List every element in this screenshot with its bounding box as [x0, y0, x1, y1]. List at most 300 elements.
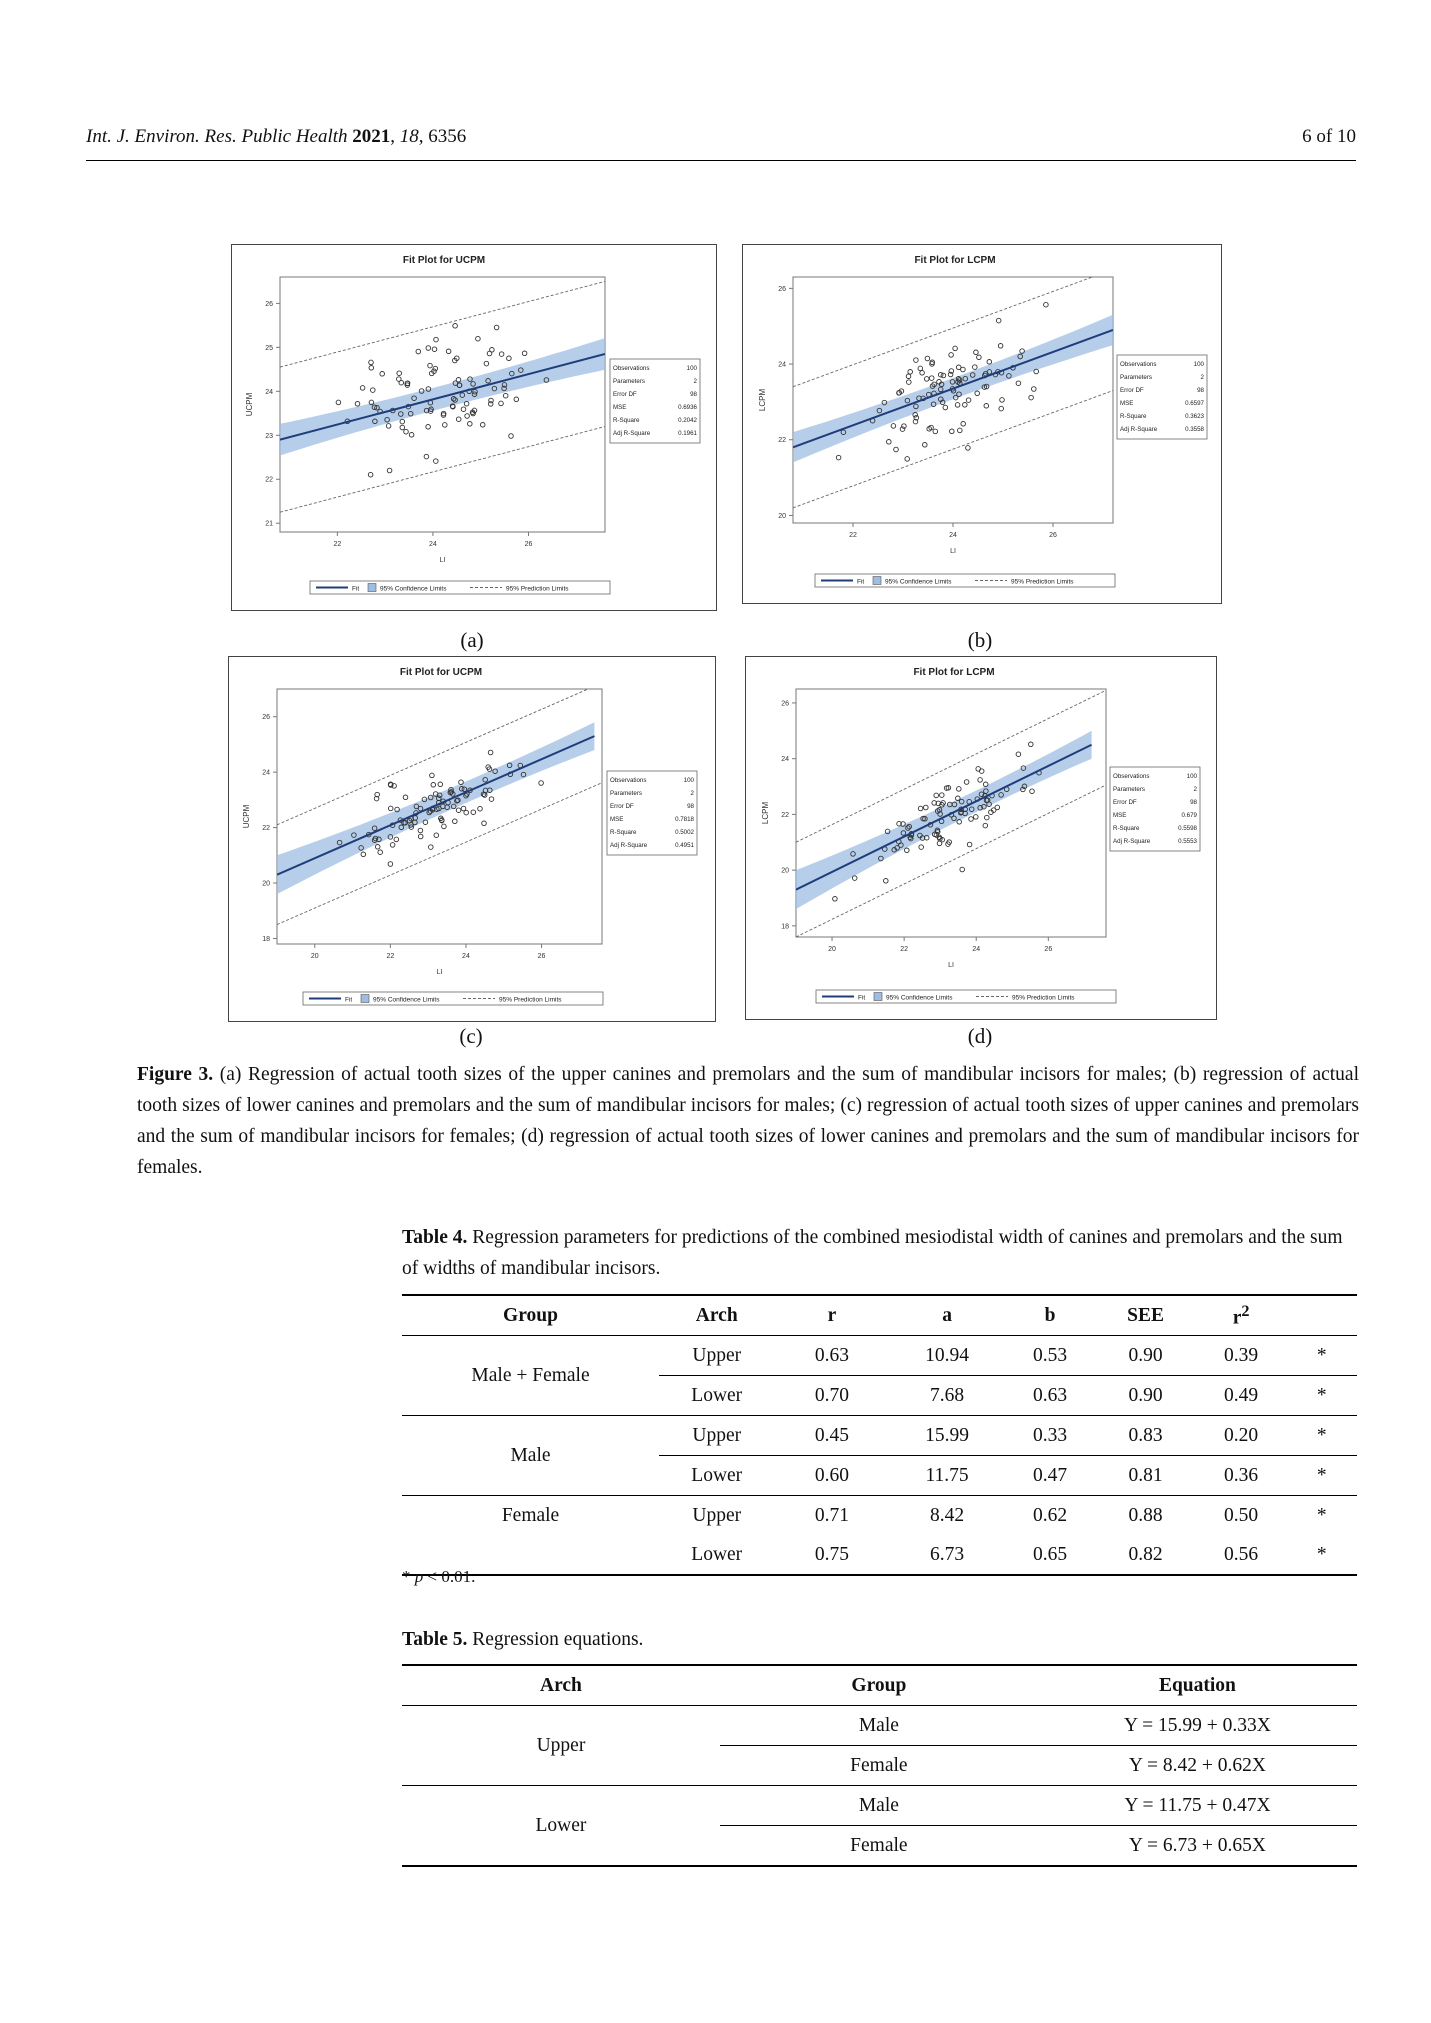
data-point: [400, 425, 405, 430]
table5-col-arch: Arch: [402, 1665, 720, 1706]
data-point: [355, 402, 360, 407]
stat-name: Parameters: [613, 378, 645, 385]
table4-r-cell: 0.63: [814, 1344, 850, 1366]
stat-value: 0.4951: [675, 842, 694, 849]
table4-see-cell: 0.90: [1128, 1344, 1163, 1366]
data-point: [499, 401, 504, 406]
stat-name: R-Square: [610, 829, 637, 836]
data-point: [514, 397, 519, 402]
data-point: [446, 349, 451, 354]
y-axis-label: LCPM: [758, 388, 767, 412]
stat-name: Error DF: [610, 803, 634, 810]
data-point: [934, 793, 939, 798]
confidence-band: [277, 722, 594, 894]
y-tick-label: 24: [781, 756, 789, 764]
table4-sig-cell: *: [1286, 1376, 1357, 1416]
legend-band-swatch: [873, 577, 881, 585]
plot-content: [280, 281, 605, 512]
x-tick-label: 22: [333, 541, 342, 548]
data-point: [429, 845, 434, 850]
stat-value: 100: [1186, 773, 1197, 780]
data-point: [974, 815, 979, 820]
data-point: [380, 372, 385, 377]
data-point: [949, 353, 954, 358]
data-point: [424, 454, 429, 459]
stat-value: 0.679: [1181, 812, 1197, 819]
data-point: [416, 349, 421, 354]
table4-caption: [402, 1222, 1357, 1284]
table5-col-group: Group: [720, 1665, 1038, 1706]
journal-article: 6356: [428, 126, 467, 147]
data-point: [894, 447, 899, 452]
table4-b-cell: 0.53: [1032, 1344, 1068, 1366]
data-point: [983, 823, 988, 828]
data-point: [987, 360, 992, 365]
table-row: [402, 1336, 1357, 1376]
data-point: [920, 371, 925, 376]
table4-a-cell: 10.94: [925, 1344, 970, 1366]
table4-group-cell: Female: [402, 1496, 659, 1536]
table4-arch-cell: Upper: [659, 1496, 774, 1536]
stat-value: 100: [686, 365, 697, 372]
table4-col-see: SEE: [1095, 1295, 1195, 1336]
table5-equation-cell: Y = 11.75 + 0.47X: [1038, 1786, 1357, 1826]
data-point: [418, 834, 423, 839]
data-point: [375, 845, 380, 850]
y-tick-label: 26: [265, 300, 273, 308]
data-point: [833, 897, 838, 902]
data-point: [906, 374, 911, 379]
stat-name: Parameters: [1113, 786, 1145, 793]
data-point: [999, 406, 1004, 411]
y-tick-label: 26: [778, 285, 786, 293]
legend-confidence-label: 95% Confidence Limits: [886, 994, 953, 1002]
y-axis-label: UCPM: [242, 804, 251, 829]
data-point: [1016, 752, 1021, 757]
table4-see-cell: 0.81: [1095, 1456, 1195, 1496]
data-point: [953, 346, 958, 351]
y-tick-label: 18: [262, 935, 270, 943]
data-point: [950, 429, 955, 434]
data-point: [967, 842, 972, 847]
y-tick-label: 25: [265, 344, 273, 352]
data-point: [476, 336, 481, 341]
x-tick-label: 24: [972, 946, 981, 953]
table-row: [402, 1706, 1357, 1746]
table5-arch-cell: Upper: [536, 1734, 586, 1756]
table4-a-cell: 11.75: [889, 1456, 1004, 1496]
table5-group-cell: Male: [858, 1714, 899, 1736]
data-point: [434, 833, 439, 838]
legend-fit-label: Fit: [858, 994, 866, 1002]
stat-value: 0.5598: [1178, 825, 1197, 832]
table4-r-cell: 0.75: [814, 1543, 850, 1565]
table5-group-cell: Female: [720, 1826, 1038, 1867]
stat-name: Error DF: [1113, 799, 1137, 806]
stat-value: 2: [693, 378, 697, 385]
x-axis-label: LI: [436, 969, 443, 976]
stat-name: MSE: [1120, 400, 1134, 407]
y-tick-label: 26: [262, 714, 270, 722]
y-tick-label: 20: [781, 867, 789, 875]
plot-title: Fit Plot for UCPM: [402, 255, 486, 266]
data-point: [960, 867, 965, 872]
stat-name: Adj R-Square: [1120, 426, 1158, 433]
table-row: [402, 1535, 1357, 1575]
y-tick-label: 24: [262, 769, 270, 777]
data-point: [456, 417, 461, 422]
legend-band-swatch: [368, 584, 376, 592]
data-point: [940, 793, 945, 798]
data-point: [426, 346, 431, 351]
table4-label: Table 4.: [402, 1227, 468, 1248]
data-point: [489, 797, 494, 802]
stat-value: 98: [1190, 799, 1197, 806]
stat-name: MSE: [613, 404, 627, 411]
table5-equation-cell: Y = 15.99 + 0.33X: [1123, 1714, 1271, 1736]
table4-r2-cell: 0.20: [1196, 1416, 1287, 1456]
table4-r-cell: 0.70: [774, 1376, 889, 1416]
page-header: [86, 120, 1356, 161]
data-point: [397, 371, 402, 376]
data-point: [478, 806, 483, 811]
y-tick-label: 18: [781, 923, 789, 931]
data-point: [336, 400, 341, 405]
x-tick-label: 20: [310, 953, 319, 960]
x-tick-label: 24: [949, 532, 957, 539]
x-tick-label: 26: [1049, 532, 1057, 539]
data-point: [539, 781, 544, 786]
data-point: [919, 845, 924, 850]
legend-fit-label: Fit: [345, 996, 353, 1004]
data-point: [434, 459, 439, 464]
data-point: [958, 428, 963, 433]
table4-a-cell: 8.42: [889, 1496, 1004, 1536]
x-tick-label: 24: [429, 541, 437, 548]
legend-prediction-label: 95% Prediction Limits: [1011, 578, 1074, 586]
plot-c-svg: [229, 657, 715, 1021]
plot-content: [793, 269, 1113, 507]
fit-line: [277, 736, 594, 875]
x-tick-label: 20: [828, 946, 836, 953]
fit-line: [280, 354, 605, 440]
data-point: [998, 344, 1003, 349]
data-point: [905, 457, 910, 462]
stat-name: Parameters: [1120, 374, 1152, 381]
table4-col-r2: $r^2$: [1196, 1295, 1287, 1336]
x-tick-label: 22: [900, 946, 909, 953]
data-point: [938, 372, 943, 377]
legend-prediction-label: 95% Prediction Limits: [499, 996, 562, 1004]
data-point: [464, 401, 469, 406]
y-tick-label: 24: [265, 388, 273, 396]
plot-legend: [310, 581, 610, 594]
x-tick-label: 22: [849, 532, 857, 539]
table4-col-sig: [1286, 1295, 1357, 1336]
journal-volume: 18: [399, 126, 419, 147]
stat-value: 0.6597: [1185, 400, 1204, 407]
plot-panel-b: [742, 244, 1222, 604]
data-point: [403, 795, 408, 800]
y-tick-label: 22: [778, 437, 786, 445]
data-point: [480, 423, 485, 428]
data-point: [507, 356, 512, 361]
data-point: [487, 351, 492, 356]
legend-confidence-label: 95% Confidence Limits: [885, 578, 952, 586]
data-point: [438, 782, 443, 787]
y-tick-label: 22: [265, 476, 273, 484]
data-point: [1016, 381, 1021, 386]
stat-value: 0.6936: [678, 404, 697, 411]
table5-caption-text: Regression equations.: [467, 1629, 644, 1650]
data-point: [984, 404, 989, 409]
legend-fit-label: Fit: [352, 585, 360, 593]
plot-title: Fit Plot for LCPM: [914, 255, 996, 266]
plot-panel-d: [745, 656, 1217, 1020]
stats-box: [1110, 767, 1200, 851]
table4: [402, 1294, 1357, 1576]
data-point: [522, 351, 527, 356]
data-point: [394, 837, 399, 842]
data-point: [1044, 302, 1049, 307]
page-number: 6 of 10: [1302, 126, 1356, 147]
stat-name: R-Square: [613, 417, 640, 424]
data-point: [430, 773, 435, 778]
plot-legend: [303, 992, 603, 1005]
data-point: [924, 377, 929, 382]
table5-arch-cell: Lower: [402, 1786, 720, 1867]
table4-col-b: b: [1005, 1295, 1096, 1336]
data-point: [432, 347, 437, 352]
figure-caption: [137, 1059, 1359, 1183]
table4-arch-cell: Lower: [691, 1543, 743, 1565]
data-point: [503, 393, 508, 398]
data-point: [918, 366, 923, 371]
data-point: [369, 360, 374, 365]
table4-sig-cell: *: [1286, 1416, 1357, 1456]
plot-legend: [816, 990, 1116, 1003]
data-point: [488, 750, 493, 755]
stat-value: 0.3558: [1185, 426, 1204, 433]
data-point: [976, 767, 981, 772]
table4-a-cell: 6.73: [930, 1543, 965, 1565]
plot-title: Fit Plot for UCPM: [399, 667, 483, 678]
plot-legend: [815, 574, 1115, 587]
plot-panel-a: [231, 244, 717, 611]
data-point: [995, 805, 1000, 810]
data-point: [852, 876, 857, 881]
table4-arch-cell: Upper: [659, 1416, 774, 1456]
data-point: [957, 787, 962, 792]
legend-prediction-label: 95% Prediction Limits: [1012, 994, 1075, 1002]
table4-a-cell: 7.68: [889, 1376, 1004, 1416]
stat-name: MSE: [610, 816, 624, 823]
table4-sig-cell: *: [1286, 1456, 1357, 1496]
data-point: [929, 376, 934, 381]
data-point: [388, 806, 393, 811]
subfigure-label-d: (d): [967, 1024, 993, 1048]
data-point: [456, 808, 461, 813]
data-point: [836, 455, 841, 460]
stat-value: 98: [687, 803, 694, 810]
table4-r2-cell: 0.49: [1196, 1376, 1287, 1416]
legend-prediction-label: 95% Prediction Limits: [506, 585, 569, 593]
subfigure-label-b: (b): [967, 628, 993, 652]
data-point: [1032, 387, 1037, 392]
stat-name: Observations: [1113, 773, 1150, 780]
stats-box: [607, 771, 697, 855]
plot-area: [793, 277, 1113, 523]
table4-see-cell: 0.90: [1095, 1376, 1195, 1416]
figure-caption-text: (a) Regression of actual tooth sizes of the upper canines and premolars and the sum of mandibular incisors for males; (b) regression of actual tooth sizes of lower canines and premolars and the sum of mandibular incisors for males; (c) regression of actual tooth sizes of upper canines and premolars and the sum of mandibular incisors for females; (d) regression of actual tooth sizes of lower canines and premolars and the sum of mandibular incisors for females.: [137, 1064, 1359, 1178]
x-tick-label: 26: [524, 541, 533, 548]
stat-name: Observations: [1120, 361, 1157, 368]
stat-value: 2: [1200, 374, 1204, 381]
table4-group-cell: Male + Female: [471, 1364, 590, 1386]
stat-name: Adj R-Square: [1113, 838, 1151, 845]
legend-band-swatch: [874, 993, 882, 1001]
stat-value: 0.5002: [675, 829, 694, 836]
stat-value: 0.5553: [1178, 838, 1197, 845]
stat-name: R-Square: [1120, 413, 1147, 420]
data-point: [428, 363, 433, 368]
plot-b-svg: [743, 245, 1221, 603]
legend-fit-label: Fit: [857, 578, 865, 586]
table5-equation-cell: Y = 8.42 + 0.62X: [1038, 1746, 1357, 1786]
table4-r2-cell: 0.36: [1196, 1456, 1287, 1496]
journal-citation: Int. J. Environ. Res. Public Health 2021, 18, 6356: [86, 126, 467, 147]
data-point: [453, 324, 458, 329]
y-tick-label: 22: [781, 811, 789, 819]
data-point: [360, 386, 365, 391]
y-tick-label: 20: [778, 512, 786, 520]
fit-line: [796, 745, 1092, 890]
data-point: [361, 852, 366, 857]
data-point: [908, 370, 913, 375]
data-point: [961, 422, 966, 427]
table5-group-cell: Male: [720, 1786, 1038, 1826]
stat-name: Adj R-Square: [610, 842, 648, 849]
data-point: [468, 422, 473, 427]
table4-caption-text: Regression parameters for predictions of the combined mesiodistal width of canines and premolars and the sum of widths of mandibular incisors.: [402, 1227, 1343, 1279]
journal-name: Int. J. Environ. Res. Public Health: [86, 126, 348, 147]
table4-col-a: a: [889, 1295, 1004, 1336]
table4-col-r: r: [774, 1295, 889, 1336]
data-point: [964, 780, 969, 785]
data-point: [918, 806, 923, 811]
data-point: [371, 388, 376, 393]
data-point: [924, 805, 929, 810]
y-tick-label: 21: [265, 520, 273, 528]
journal-year: 2021: [352, 126, 391, 147]
data-point: [397, 377, 402, 382]
data-point: [973, 365, 978, 370]
table4-r2-cell: 0.50: [1196, 1496, 1287, 1536]
data-point: [907, 380, 912, 385]
table4-b-cell: 0.65: [1032, 1543, 1068, 1565]
stat-value: 100: [683, 777, 694, 784]
data-point: [442, 824, 447, 829]
table4-b-cell: 0.63: [1005, 1376, 1096, 1416]
data-point: [378, 850, 383, 855]
data-point: [404, 429, 409, 434]
table4-sig-cell: *: [1316, 1344, 1327, 1366]
stats-box: [610, 359, 700, 443]
table4-b-cell: 0.62: [1005, 1496, 1096, 1536]
data-point: [509, 434, 514, 439]
data-point: [426, 425, 431, 430]
table4-a-cell: 15.99: [889, 1416, 1004, 1456]
data-point: [499, 352, 504, 357]
table4-header-row: [402, 1295, 1357, 1336]
data-point: [933, 429, 938, 434]
plot-panel-c: [228, 656, 716, 1022]
plot-title: Fit Plot for LCPM: [913, 667, 995, 678]
stat-name: Observations: [613, 365, 650, 372]
data-point: [443, 423, 448, 428]
stat-value: 2: [1193, 786, 1197, 793]
data-point: [891, 424, 896, 429]
data-point: [966, 446, 971, 451]
table5-group-cell: Female: [720, 1746, 1038, 1786]
x-tick-label: 26: [1044, 946, 1053, 953]
data-point: [969, 817, 974, 822]
x-axis-label: LI: [439, 557, 446, 564]
data-point: [974, 350, 979, 355]
stat-name: Adj R-Square: [613, 430, 651, 437]
table5-label: Table 5.: [402, 1629, 468, 1650]
data-point: [494, 325, 499, 330]
data-point: [388, 862, 393, 867]
y-axis-label: LCPM: [761, 801, 770, 825]
data-point: [955, 403, 960, 408]
data-point: [431, 783, 436, 788]
table4-arch-cell: Upper: [692, 1344, 742, 1366]
stat-value: 2: [690, 790, 694, 797]
stat-value: 100: [1193, 361, 1204, 368]
legend-confidence-label: 95% Confidence Limits: [373, 996, 440, 1004]
stat-value: 0.2042: [678, 417, 697, 424]
stat-name: MSE: [1113, 812, 1127, 819]
stats-box: [1117, 355, 1207, 439]
x-tick-label: 26: [537, 953, 546, 960]
data-point: [471, 810, 476, 815]
data-point: [484, 361, 489, 366]
data-point: [977, 355, 982, 360]
data-point: [390, 843, 395, 848]
data-point: [464, 810, 469, 815]
table4-arch-cell: Lower: [659, 1456, 774, 1496]
data-point: [1000, 398, 1005, 403]
data-point: [386, 424, 391, 429]
data-point: [368, 472, 373, 477]
table-row: [402, 1496, 1357, 1536]
table4-r-cell: 0.71: [774, 1496, 889, 1536]
subfigure-label-c: (c): [459, 1024, 483, 1048]
data-point: [884, 879, 889, 884]
data-point: [465, 414, 470, 419]
table4-col-arch: Arch: [659, 1295, 774, 1336]
stat-value: 0.7818: [675, 816, 694, 823]
data-point: [1029, 395, 1034, 400]
figure-caption-label: Figure 3.: [137, 1064, 214, 1085]
data-point: [418, 828, 423, 833]
data-point: [887, 440, 892, 445]
data-point: [488, 402, 493, 407]
table5-col-equation: Equation: [1038, 1665, 1357, 1706]
legend-confidence-label: 95% Confidence Limits: [380, 585, 447, 593]
y-tick-label: 23: [265, 432, 273, 440]
